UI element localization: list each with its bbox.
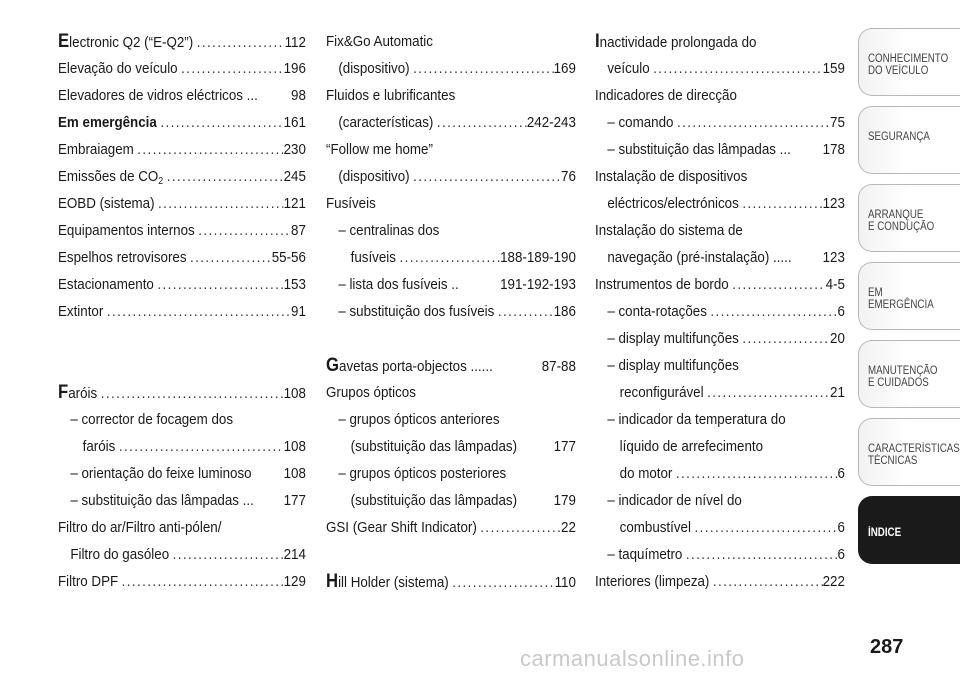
page-ref: 6	[837, 519, 845, 536]
index-entry	[326, 514, 576, 541]
tab-label-line2: E CONDUÇÃO	[868, 221, 935, 233]
tab-label-line1: SEGURANÇA	[868, 131, 930, 143]
entry-text-main: Fix&Go Automatic	[326, 33, 433, 50]
index-heading	[326, 190, 576, 217]
entry-text	[58, 109, 157, 136]
entry-text-main: Equipamentos internos	[58, 222, 195, 239]
entry-text-rest: nactividade prolongada do	[599, 34, 757, 51]
index-entry	[58, 136, 306, 163]
entry-text-main: Espelhos retrovisores	[58, 249, 187, 266]
page-ref: 159	[822, 60, 845, 77]
index-entry	[326, 163, 576, 190]
entry-text	[607, 325, 738, 352]
entry-text-main: combustível	[619, 519, 691, 536]
entry-text	[595, 568, 709, 595]
section-tabs	[858, 28, 960, 574]
dot-leader	[739, 325, 830, 352]
index-heading	[58, 514, 306, 541]
entry-text-main: – lista dos fusíveis ..	[338, 276, 459, 293]
page-ref: 98	[291, 87, 306, 104]
entry-text	[58, 271, 154, 298]
index-entry	[58, 433, 306, 460]
entry-text	[326, 568, 449, 596]
entry-text	[326, 384, 416, 401]
entry-text	[607, 244, 791, 271]
entry-text	[58, 82, 258, 109]
index-entry	[595, 460, 845, 487]
entry-text-main: navegação (pré-instalação) .....	[607, 249, 792, 266]
tab-4[interactable]	[858, 262, 960, 330]
entry-text-main: Elevadores de vidros eléctricos ...	[58, 87, 258, 104]
index-entry	[58, 379, 306, 406]
dot-leader	[494, 298, 553, 325]
entry-text-main: – indicador de nível do	[607, 492, 742, 509]
entry-text-main: Fusíveis	[326, 195, 376, 212]
page-ref: 108	[283, 438, 306, 455]
dot-leader	[449, 569, 555, 596]
page-ref: 22	[561, 519, 576, 536]
page-ref: 230	[283, 141, 306, 158]
index-heading	[595, 352, 845, 379]
page-ref: 123	[822, 249, 845, 266]
dot-leader	[410, 55, 554, 82]
index-heading	[326, 379, 576, 406]
tab-label-line2: TÉCNICAS	[868, 455, 918, 467]
index-heading	[595, 487, 845, 514]
entry-text	[58, 519, 221, 536]
entry-text-main: Instrumentos de bordo	[595, 276, 729, 293]
dot-leader	[118, 568, 283, 595]
page-number: 287	[870, 636, 904, 658]
entry-text-rest: aróis	[68, 385, 98, 402]
index-entry	[58, 55, 306, 82]
entry-text	[70, 541, 169, 568]
index-entry	[595, 379, 845, 406]
index-entry	[326, 487, 576, 514]
tab-2[interactable]	[858, 106, 960, 174]
entry-text	[58, 28, 193, 56]
entry-text	[607, 136, 791, 163]
index-entry	[58, 82, 306, 109]
index-entry	[58, 541, 306, 568]
entry-text	[326, 195, 376, 212]
dot-leader	[396, 244, 500, 271]
index-entry	[58, 190, 306, 217]
entry-text	[607, 411, 785, 428]
entry-text-main: – grupos ópticos posteriores	[338, 465, 507, 482]
entry-text-main: – substituição das lâmpadas ...	[607, 141, 791, 158]
entry-text	[326, 514, 477, 541]
dot-leader	[154, 271, 284, 298]
dot-leader	[433, 109, 526, 136]
entry-text-main: – conta-rotações	[607, 303, 707, 320]
letter-initial: F	[58, 382, 69, 403]
entry-text-main: Interiores (limpeza)	[595, 573, 710, 590]
entry-text	[607, 55, 649, 82]
page-ref: 178	[822, 141, 845, 158]
dot-leader	[410, 163, 561, 190]
tab-7[interactable]	[858, 496, 960, 564]
index-entry	[326, 352, 576, 379]
page-ref: 55-56	[271, 249, 306, 266]
page-ref: 245	[283, 168, 306, 185]
letter-initial: E	[58, 31, 70, 52]
dot-leader	[729, 271, 826, 298]
entry-text	[595, 87, 737, 104]
entry-text-main: (substituição das lâmpadas)	[350, 438, 518, 455]
dot-leader	[709, 568, 822, 595]
page-ref: 188-189-190	[500, 249, 576, 266]
entry-text-main: Indicadores de direcção	[595, 87, 737, 104]
page-ref: 6	[837, 546, 845, 563]
page-ref: 21	[830, 384, 845, 401]
entry-text-main: – grupos ópticos anteriores	[338, 411, 500, 428]
entry-text	[620, 438, 763, 455]
index-entry	[595, 244, 845, 271]
index-entry	[595, 514, 845, 541]
dot-leader	[739, 190, 823, 217]
entry-text-rest: avetas porta-objectos ......	[339, 358, 493, 375]
index-heading	[595, 82, 845, 109]
tab-label-line2: E CUIDADOS	[868, 377, 929, 389]
index-heading	[326, 460, 576, 487]
index-entry	[595, 541, 845, 568]
entry-text	[326, 33, 433, 50]
entry-text	[338, 298, 494, 325]
index-heading	[326, 136, 576, 163]
entry-text-main: reconfigurável	[619, 384, 704, 401]
index-entry	[595, 55, 845, 82]
index-entry	[58, 271, 306, 298]
page-ref: 76	[561, 168, 576, 185]
entry-text-main: – comando	[607, 114, 674, 131]
index-entry	[595, 271, 845, 298]
entry-text-main: Instalação de dispositivos	[595, 168, 748, 185]
spacer	[58, 352, 306, 379]
index-entry	[326, 244, 576, 271]
index-entry	[326, 298, 576, 325]
entry-text-main: – substituição das lâmpadas ...	[70, 492, 254, 509]
page-ref: 75	[830, 114, 845, 131]
entry-text-main: – orientação do feixe luminoso	[70, 465, 252, 482]
entry-text	[351, 487, 517, 514]
entry-text	[338, 109, 433, 136]
entry-text	[326, 141, 433, 158]
page-ref: 20	[830, 330, 845, 347]
page-ref: 191-192-193	[500, 276, 576, 293]
index-entry	[58, 460, 306, 487]
entry-text-main: Emissões de CO	[58, 168, 159, 185]
index-entry	[58, 244, 306, 271]
entry-text	[58, 190, 155, 217]
dot-leader	[97, 380, 283, 407]
index-heading	[595, 433, 845, 460]
entry-text	[351, 433, 517, 460]
index-entry	[595, 190, 845, 217]
entry-text-main: (características)	[338, 114, 434, 131]
entry-text	[70, 487, 254, 514]
index-heading	[595, 163, 845, 190]
page-ref: 186	[553, 303, 576, 320]
letter-initial: H	[326, 571, 339, 592]
dot-leader	[650, 55, 823, 82]
entry-text	[58, 568, 118, 595]
spacer	[326, 541, 576, 568]
index-entry	[326, 568, 576, 595]
tab-label-line2: DO VEÍCULO	[868, 65, 929, 77]
index-entry	[326, 55, 576, 82]
entry-text	[338, 55, 409, 82]
entry-text-main: GSI (Gear Shift Indicator)	[326, 519, 477, 536]
entry-text-main: do motor	[619, 465, 673, 482]
page-ref: 6	[837, 465, 845, 482]
index-heading	[326, 217, 576, 244]
subscript: 2	[158, 176, 164, 187]
entry-text-main: veículo	[607, 60, 650, 77]
dot-leader	[155, 190, 284, 217]
entry-text	[620, 514, 691, 541]
dot-leader	[163, 163, 283, 190]
index-heading	[595, 406, 845, 433]
entry-text	[326, 87, 455, 104]
entry-text-main: – centralinas dos	[338, 222, 440, 239]
dot-leader	[704, 379, 830, 406]
entry-text	[351, 244, 396, 271]
entry-text	[595, 222, 743, 239]
entry-text	[58, 379, 97, 407]
tab-6[interactable]	[858, 418, 960, 486]
entry-text	[58, 298, 103, 325]
index-entry	[58, 568, 306, 595]
page-ref: 177	[553, 438, 576, 455]
entry-text-main: Filtro do gasóleo	[70, 546, 170, 563]
page-ref: 179	[553, 492, 576, 509]
entry-text-main: (dispositivo)	[338, 60, 410, 77]
dot-leader	[477, 514, 561, 541]
dot-leader	[193, 29, 284, 56]
tab-label-line1: ÍNDICE	[868, 527, 902, 539]
entry-text	[607, 190, 738, 217]
page-ref: 6	[837, 303, 845, 320]
dot-leader	[103, 298, 291, 325]
index-entry	[595, 109, 845, 136]
index-heading	[595, 217, 845, 244]
index-entry	[58, 109, 306, 136]
watermark: carmanualsonline.info	[520, 646, 745, 671]
entry-text	[58, 244, 187, 271]
page-ref: 169	[553, 60, 576, 77]
entry-text	[607, 541, 682, 568]
dot-leader	[195, 217, 291, 244]
entry-text	[620, 460, 673, 487]
index-entry	[595, 325, 845, 352]
entry-text-main: Em emergência	[58, 114, 157, 131]
page-ref: 214	[283, 546, 306, 563]
entry-text	[58, 136, 134, 163]
page-ref: 242-243	[526, 114, 576, 131]
tab-label-line1: CONHECIMENTO	[868, 53, 949, 65]
index-entry	[326, 271, 576, 298]
entry-text	[595, 271, 729, 298]
entry-text	[326, 352, 493, 380]
page-ref: 108	[283, 465, 306, 482]
letter-initial: G	[326, 355, 340, 376]
entry-text-main: Filtro DPF	[58, 573, 119, 590]
index-entry	[595, 568, 845, 595]
index-entry	[326, 433, 576, 460]
entry-text	[70, 460, 251, 487]
index-heading	[58, 406, 306, 433]
entry-text	[58, 217, 195, 244]
tab-label-line1: ARRANQUE	[868, 209, 924, 221]
entry-text-main: Fluidos e lubrificantes	[326, 87, 456, 104]
tab-1[interactable]	[858, 28, 960, 96]
entry-text-main: Filtro do ar/Filtro anti-pólen/	[58, 519, 222, 536]
entry-text-main: Extintor	[58, 303, 104, 320]
tab-label-line1: EM EMERGÊNCIA	[868, 287, 934, 311]
dot-leader	[169, 541, 283, 568]
spacer	[326, 325, 576, 352]
page-ref: 87	[291, 222, 306, 239]
entry-text	[595, 31, 757, 52]
entry-text	[607, 298, 707, 325]
index-entry	[58, 163, 306, 190]
entry-text-main: – substituição dos fusíveis	[338, 303, 495, 320]
entry-text-main: faróis	[82, 438, 116, 455]
index-entry	[58, 487, 306, 514]
entry-text	[70, 411, 233, 428]
index-heading	[326, 406, 576, 433]
entry-text-main: líquido de arrefecimento	[619, 438, 764, 455]
page-ref: 129	[283, 573, 306, 590]
page-ref: 222	[822, 573, 845, 590]
entry-text-rest: ill Holder (sistema)	[338, 574, 449, 591]
spacer	[58, 325, 306, 352]
entry-text-main: (substituição das lâmpadas)	[350, 492, 518, 509]
dot-leader	[157, 109, 284, 136]
entry-text	[338, 411, 499, 428]
page-ref: 177	[283, 492, 306, 509]
page-ref: 123	[822, 195, 845, 212]
tab-5[interactable]	[858, 340, 960, 408]
entry-text	[620, 379, 704, 406]
entry-text-main: – display multifunções	[607, 357, 739, 374]
entry-text	[607, 492, 741, 509]
index-heading	[326, 82, 576, 109]
page-ref: 108	[283, 385, 306, 402]
entry-text-main: – corrector de focagem dos	[70, 411, 234, 428]
entry-text-main: EOBD (sistema)	[58, 195, 155, 212]
tab-label-line1: CARACTERÍSTICAS	[868, 443, 960, 455]
tab-label-line1: MANUTENÇÃO	[868, 365, 938, 377]
entry-text-main: – taquímetro	[607, 546, 683, 563]
entry-text	[595, 168, 747, 185]
entry-text-main: Elevação do veículo	[58, 60, 178, 77]
index-entry	[58, 28, 306, 55]
index-entry	[326, 109, 576, 136]
index-heading	[595, 28, 845, 55]
letter-initial: I	[595, 31, 600, 52]
entry-text	[83, 433, 116, 460]
entry-text-main: – display multifunções	[607, 330, 739, 347]
entry-text-rest: lectronic Q2 (“E-Q2”)	[69, 34, 194, 51]
entry-text-main: Embraiagem	[58, 141, 134, 158]
page-ref: 121	[283, 195, 306, 212]
tab-3[interactable]	[858, 184, 960, 252]
index-column-1	[58, 28, 306, 595]
entry-text-main: fusíveis	[350, 249, 396, 266]
index-column-2	[326, 28, 576, 595]
entry-text	[607, 357, 738, 374]
dot-leader	[707, 298, 838, 325]
entry-text-main: “Follow me home”	[326, 141, 433, 158]
entry-text	[58, 55, 178, 82]
entry-text-main: Instalação do sistema de	[595, 222, 743, 239]
dot-leader	[187, 244, 272, 271]
index-entry	[58, 217, 306, 244]
page-ref: 87-88	[541, 358, 576, 375]
entry-text	[338, 271, 458, 298]
entry-text	[338, 163, 409, 190]
index-heading	[326, 28, 576, 55]
page-ref: 161	[283, 114, 306, 131]
dot-leader	[115, 433, 283, 460]
dot-leader	[691, 514, 838, 541]
index-entry	[58, 298, 306, 325]
page-ref: 112	[284, 34, 306, 51]
dot-leader	[673, 109, 830, 136]
index-column-3	[595, 28, 845, 595]
entry-text	[338, 465, 506, 482]
index-entry	[595, 298, 845, 325]
entry-text-main: Estacionamento	[58, 276, 154, 293]
index-entry	[595, 136, 845, 163]
dot-leader	[672, 460, 837, 487]
entry-text-main: (dispositivo)	[338, 168, 410, 185]
page-ref: 110	[554, 574, 576, 591]
entry-text	[607, 109, 673, 136]
entry-text-main: – indicador da temperatura do	[607, 411, 786, 428]
page-ref: 153	[283, 276, 306, 293]
entry-text	[338, 222, 439, 239]
entry-text-main: eléctricos/electrónicos	[607, 195, 739, 212]
page-ref: 4-5	[825, 276, 845, 293]
page-ref: 196	[283, 60, 306, 77]
page-ref: 91	[291, 303, 306, 320]
dot-leader	[178, 55, 284, 82]
entry-text-main: Grupos ópticos	[326, 384, 416, 401]
dot-leader	[134, 136, 284, 163]
dot-leader	[682, 541, 837, 568]
